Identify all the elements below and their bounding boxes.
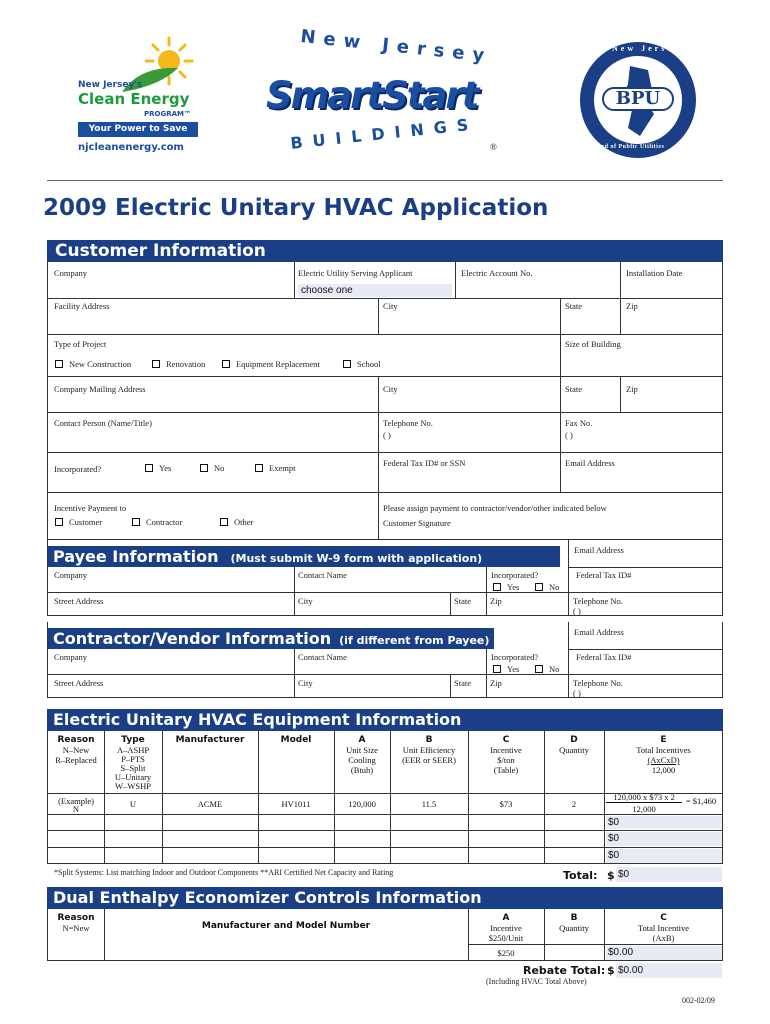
divider	[47, 412, 723, 413]
ex-e-eq: = $1,460	[685, 796, 717, 806]
customer-account-label: Electric Account No.	[461, 268, 533, 278]
contractor-no-checkbox[interactable]: No	[535, 664, 559, 674]
payee-telephone-label: Telephone No.	[573, 596, 623, 606]
equipment-footnote: *Split Systems: List matching Indoor and Outdoor Components **ARI Certified Net Capacity and Rating	[54, 868, 394, 877]
economizer-header: Dual Enthalpy Economizer Controls Information	[47, 887, 723, 909]
contractor-telephone-paren: ( )	[573, 688, 581, 698]
contractor-company-label: Company	[54, 652, 88, 662]
equipment-total-field[interactable]: $0	[616, 867, 722, 882]
divider	[568, 649, 723, 650]
equipment-header: Electric Unitary HVAC Equipment Information	[47, 709, 723, 731]
customer-company-label: Company	[54, 268, 88, 278]
payee-incorporated-label: Incorporated?	[491, 570, 539, 580]
divider	[560, 334, 561, 376]
ex-b: 11.5	[421, 799, 437, 809]
ex-type: U	[129, 799, 137, 809]
project-renovation-checkbox[interactable]: Renovation	[152, 359, 205, 369]
bpu-seal-logo	[578, 40, 698, 160]
contact-person-label: Contact Person (Name/Title)	[54, 418, 152, 428]
divider	[47, 492, 723, 493]
project-type-label: Type of Project	[54, 339, 107, 349]
facility-zip-label: Zip	[626, 301, 638, 311]
eq-type-desc-2: S–Split	[120, 763, 146, 773]
econ-c-desc-0: Total Incentive	[637, 923, 690, 933]
eq-col-e: E	[660, 735, 667, 745]
payee-telephone-paren: ( )	[573, 606, 581, 616]
incorporated-label: Incorporated?	[54, 464, 102, 474]
contractor-tax-id-label: Federal Tax ID#	[576, 652, 632, 662]
payee-email-label: Email Address	[574, 545, 624, 555]
mailing-address-label: Company Mailing Address	[54, 384, 146, 394]
divider	[258, 731, 259, 864]
logo-divider	[47, 180, 723, 181]
eq-d-desc: Quantity	[559, 745, 589, 755]
econ-c-value[interactable]: $0.00	[606, 946, 722, 960]
divider	[560, 412, 561, 452]
eq-col-c: C	[502, 735, 510, 745]
page-title: 2009 Electric Unitary HVAC Application	[43, 195, 549, 221]
ex-e-den: 12,000	[632, 804, 656, 814]
eq-a-desc-1: Cooling	[348, 755, 376, 765]
ex-reason1: (Example)	[58, 796, 94, 806]
payee-header: Payee Information (Must submit W-9 form with application)	[47, 546, 560, 567]
divider	[560, 376, 561, 412]
clean-energy-logo	[72, 36, 202, 160]
payee-city-label: City	[298, 596, 313, 606]
econ-a-desc-0: Incentive	[490, 923, 522, 933]
bpu-ring-bottom: Board of Public Utilities	[590, 144, 665, 150]
eq-reason-desc1: N–New	[62, 745, 90, 755]
checkbox-icon	[152, 360, 160, 368]
divider	[378, 452, 379, 492]
eq-c-desc-0: Incentive	[490, 745, 522, 755]
checkbox-icon	[55, 360, 63, 368]
checkbox-icon	[200, 464, 208, 472]
payee-state-label: State	[454, 596, 471, 606]
checkbox-icon	[343, 360, 351, 368]
eq-b-desc-1: (EER or SEER)	[402, 755, 456, 765]
smartstart-logo	[262, 25, 512, 165]
equipment-total-dollar: $	[607, 869, 615, 882]
checkbox-icon	[493, 583, 501, 591]
eq-c-desc-1: $/ton	[497, 755, 515, 765]
pay-other-checkbox[interactable]: Other	[220, 517, 253, 527]
econ-b-desc: Quantity	[559, 923, 589, 933]
equipment-total-label: Total:	[563, 869, 598, 882]
rebate-note: (Including HVAC Total Above)	[486, 977, 587, 986]
customer-header: Customer Information	[47, 240, 723, 262]
divider	[294, 592, 295, 616]
cep-url: njcleanenergy.com	[78, 142, 184, 153]
payee-zip-label: Zip	[490, 596, 502, 606]
divider	[378, 376, 379, 412]
bpu-ring-top: New Jersey	[612, 44, 681, 53]
eq-type-desc-3: U–Unitary	[114, 772, 152, 782]
contractor-incorporated-label: Incorporated?	[491, 652, 539, 662]
divider	[47, 298, 723, 299]
divider	[47, 592, 723, 593]
contractor-state-label: State	[454, 678, 471, 688]
divider	[47, 452, 723, 453]
ex-mfr: ACME	[197, 799, 223, 809]
row-total-3[interactable]: $0	[606, 849, 722, 863]
checkbox-icon	[222, 360, 230, 368]
pay-customer-checkbox[interactable]: Customer	[55, 517, 102, 527]
bpu-center: BPU	[602, 87, 674, 111]
payee-contact-label: Contact Name	[298, 570, 347, 580]
divider	[47, 830, 723, 831]
customer-install-date-label: Installation Date	[626, 268, 683, 278]
incentive-to-label: Incentive Payment to	[54, 503, 127, 513]
checkbox-icon	[493, 665, 501, 673]
eq-e-desc3: 12,000	[651, 765, 676, 775]
checkbox-icon	[132, 518, 140, 526]
payee-yes-checkbox[interactable]: Yes	[493, 582, 519, 592]
cep-line3: PROGRAM™	[144, 110, 191, 118]
pay-contractor-checkbox[interactable]: Contractor	[132, 517, 182, 527]
divider	[47, 847, 723, 848]
divider	[378, 492, 379, 540]
divider	[568, 540, 569, 616]
econ-a-value: $250	[497, 948, 515, 958]
divider	[47, 674, 723, 675]
mailing-city-label: City	[383, 384, 398, 394]
contractor-yes-checkbox[interactable]: Yes	[493, 664, 519, 674]
divider	[620, 262, 621, 298]
mailing-zip-label: Zip	[626, 384, 638, 394]
divider	[47, 376, 723, 377]
incorporated-no-checkbox[interactable]: No	[200, 463, 224, 473]
eq-col-b: B	[425, 735, 433, 745]
contractor-telephone-label: Telephone No.	[573, 678, 623, 688]
divider	[450, 674, 451, 698]
checkbox-icon	[145, 464, 153, 472]
eq-a-desc-0: Unit Size	[346, 745, 378, 755]
project-new-checkbox[interactable]: New Construction	[55, 359, 131, 369]
divider	[104, 909, 105, 961]
contractor-city-label: City	[298, 678, 313, 688]
ex-c: $73	[499, 799, 513, 809]
eq-col-d: D	[570, 735, 578, 745]
utility-select[interactable]: choose one	[298, 284, 452, 297]
eq-col-reason: Reason	[57, 735, 95, 745]
mailing-state-label: State	[565, 384, 582, 394]
eq-col-model: Model	[280, 735, 312, 745]
divider	[47, 814, 723, 815]
ex-reason2: N	[72, 804, 80, 814]
tax-id-label: Federal Tax ID# or SSN	[383, 458, 466, 468]
payee-tax-id-label: Federal Tax ID#	[576, 570, 632, 580]
econ-col-mfr: Manufacturer and Model Number	[201, 921, 371, 931]
smartstart-top: New Jersey	[299, 25, 494, 68]
form-code: 002-02/09	[682, 996, 715, 1005]
eq-e-desc2: (AxCxD)	[647, 755, 680, 765]
divider	[378, 412, 379, 452]
eq-col-mfr: Manufacturer	[175, 735, 245, 745]
incorporated-yes-checkbox[interactable]: Yes	[145, 463, 171, 473]
contractor-email-label: Email Address	[574, 627, 624, 637]
rebate-total-label: Rebate Total:	[523, 964, 606, 977]
eq-c-desc-2: (Table)	[493, 765, 519, 775]
divider	[568, 622, 569, 698]
smartstart-reg: ®	[490, 142, 497, 152]
divider	[620, 376, 621, 412]
checkbox-icon	[535, 665, 543, 673]
payee-company-label: Company	[54, 570, 88, 580]
telephone-paren: ( )	[383, 430, 391, 440]
divider	[294, 649, 295, 674]
cep-line2: Clean Energy	[78, 90, 190, 108]
facility-city-label: City	[383, 301, 398, 311]
eq-reason-desc2: R–Replaced	[55, 755, 97, 765]
eq-type-desc-0: A–ASHP	[116, 745, 150, 755]
ex-d: 2	[571, 799, 577, 809]
email-label: Email Address	[565, 458, 615, 468]
assign-payment-label: Please assign payment to contractor/vendor/other indicated below	[383, 503, 607, 513]
eq-col-a: A	[358, 735, 366, 745]
divider	[294, 674, 295, 698]
divider	[162, 731, 163, 864]
eq-type-desc-4: W–WSHP	[115, 781, 151, 791]
divider	[47, 334, 723, 335]
project-school-checkbox[interactable]: School	[343, 359, 381, 369]
econ-col-b: B	[570, 913, 578, 923]
project-equipment-checkbox[interactable]: Equipment Replacement	[222, 359, 320, 369]
payee-street-label: Street Address	[54, 596, 104, 606]
ex-e-num: 120,000 x $73 x 2	[606, 792, 682, 803]
divider	[378, 298, 379, 334]
econ-col-c: C	[660, 913, 667, 923]
checkbox-icon	[535, 583, 543, 591]
eq-col-type: Type	[121, 735, 145, 745]
incorporated-exempt-checkbox[interactable]: Exempt	[255, 463, 295, 473]
econ-col-reason: Reason	[57, 913, 95, 923]
econ-c-desc-1: (AxB)	[652, 933, 675, 943]
telephone-label: Telephone No.	[383, 418, 433, 428]
size-of-building-label: Size of Building	[565, 339, 621, 349]
contractor-street-label: Street Address	[54, 678, 104, 688]
smartstart-bottom: BUILDINGS	[289, 114, 480, 153]
divider	[468, 944, 723, 945]
facility-state-label: State	[565, 301, 582, 311]
divider	[620, 298, 621, 334]
divider	[450, 592, 451, 616]
customer-utility-label: Electric Utility Serving Applicant	[298, 268, 413, 278]
contractor-header: Contractor/Vendor Information (if different from Payee)	[47, 628, 494, 649]
divider	[294, 567, 295, 592]
ex-a: 120,000	[348, 799, 376, 809]
row-total-2[interactable]: $0	[606, 832, 722, 846]
divider	[568, 567, 723, 568]
row-total-1[interactable]: $0	[606, 816, 722, 829]
customer-signature-label: Customer Signature	[383, 518, 451, 528]
divider	[455, 262, 456, 298]
cep-tagline: Your Power to Save	[78, 122, 198, 137]
cep-line1: New Jersey's	[78, 80, 143, 90]
checkbox-icon	[55, 518, 63, 526]
divider	[294, 262, 295, 298]
eq-type-desc-1: P–PTS	[121, 754, 145, 764]
rebate-total-field[interactable]: $0.00	[616, 963, 722, 978]
contractor-contact-label: Contact Name	[298, 652, 347, 662]
eq-a-desc-2: (Btuh)	[350, 765, 374, 775]
payee-no-checkbox[interactable]: No	[535, 582, 559, 592]
divider	[560, 452, 561, 492]
econ-reason-desc: N=New	[62, 923, 90, 933]
facility-address-label: Facility Address	[54, 301, 110, 311]
divider	[560, 298, 561, 334]
contractor-zip-label: Zip	[490, 678, 502, 688]
rebate-total-dollar: $	[607, 964, 615, 977]
econ-col-a: A	[502, 913, 510, 923]
econ-a-desc-1: $250/Unit	[488, 933, 524, 943]
fax-label: Fax No.	[565, 418, 593, 428]
smartstart-main: SmartStart	[266, 74, 478, 117]
checkbox-icon	[220, 518, 228, 526]
checkbox-icon	[255, 464, 263, 472]
eq-b-desc-0: Unit Efficiency	[402, 745, 456, 755]
ex-model: HV1011	[281, 799, 311, 809]
fax-paren: ( )	[565, 430, 573, 440]
eq-e-desc1: Total Incentives	[636, 745, 691, 755]
